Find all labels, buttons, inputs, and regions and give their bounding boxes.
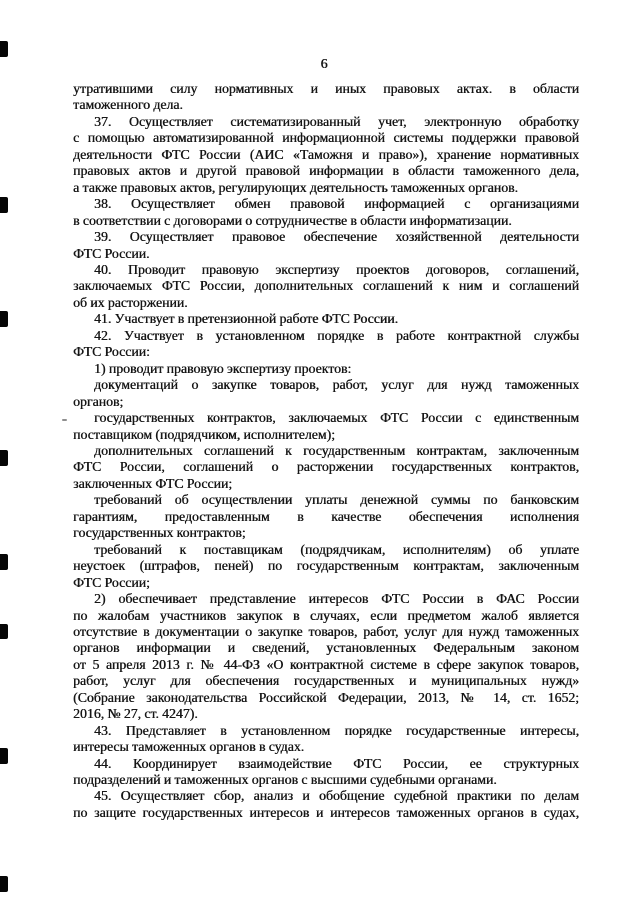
text-line: 38. Осуществляет обмен правовой информацией с организациями bbox=[94, 196, 579, 212]
text-line: требований к поставщикам (подрядчикам, исполнителям) об уплате bbox=[94, 541, 579, 557]
text-line: подразделений и таможенных органов с высшими судебными органами. bbox=[73, 772, 497, 788]
text-line: работ, услуг для обеспечения государственных и муниципальных нужд» bbox=[73, 673, 579, 689]
text-line: ФТС России, соглашений о расторжении государственных контрактов, bbox=[73, 459, 579, 475]
text-line: с помощью автоматизированной информационной системы поддержки правовой bbox=[73, 130, 579, 146]
text-line: 42. Участвует в установленном порядке в работе контрактной службы bbox=[94, 327, 579, 343]
text-line: по жалобам участников закупок в случаях, если предметом жалоб является bbox=[73, 607, 579, 623]
scan-edge-mark bbox=[0, 554, 8, 570]
text-line: 45. Осуществляет сбор, анализ и обобщение судебной практики по делам bbox=[94, 788, 579, 804]
text-line: документаций о закупке товаров, работ, услуг для нужд таможенных bbox=[94, 377, 579, 393]
text-line: 41. Участвует в претензионной работе ФТС России. bbox=[94, 311, 399, 327]
text-line: а также правовых актов, регулирующих деятельность таможенных органов. bbox=[73, 179, 518, 195]
scan-edge-mark bbox=[0, 624, 8, 639]
text-block bbox=[73, 81, 579, 821]
text-line: ФТС России; bbox=[73, 574, 150, 590]
text-line: ФТС России: bbox=[73, 344, 150, 360]
scan-edge-mark bbox=[0, 41, 8, 57]
text-line: 44. Координирует взаимодействие ФТС России, ее структурных bbox=[94, 755, 579, 771]
scan-edge-mark bbox=[0, 748, 8, 764]
text-line: поставщиком (подрядчиком, исполнителем); bbox=[73, 426, 335, 442]
text-line: интересы таможенных органов в судах. bbox=[73, 739, 305, 755]
text-line: 43. Представляет в установленном порядке государственные интересы, bbox=[94, 722, 579, 738]
text-line: 2016, № 27, ст. 4247). bbox=[73, 706, 198, 722]
text-line: отсутствие в документации о закупке товаров, работ, услуг для нужд таможенных bbox=[73, 623, 579, 639]
text-line: ФТС России. bbox=[73, 245, 150, 261]
text-line: 39. Осуществляет правовое обеспечение хозяйственной деятельности bbox=[94, 229, 579, 245]
text-line: деятельности ФТС России (АИС «Таможня и право»), хранение нормативных bbox=[73, 146, 579, 162]
text-line: 37. Осуществляет систематизированный учет, электронную обработку bbox=[94, 113, 579, 129]
text-line: неустоек (штрафов, пеней) по государственным контрактам, заключенным bbox=[73, 558, 579, 574]
scan-edge-mark bbox=[0, 197, 8, 213]
text-line: (Собрание законодательства Российской Федерации, 2013, № 14, ст. 1652; bbox=[73, 689, 579, 705]
scan-edge-mark bbox=[0, 876, 8, 892]
text-line: государственных контрактов; bbox=[73, 525, 246, 541]
text-line: заключаемых ФТС России, дополнительных соглашений к ним и соглашений bbox=[73, 278, 579, 294]
text-line: утратившими силу нормативных и иных правовых актах. в области bbox=[73, 81, 579, 96]
text-line: 2) обеспечивает представление интересов ФТС России в ФАС России bbox=[94, 591, 579, 607]
text-line: от 5 апреля 2013 г. № 44-ФЗ «О контрактной системе в сфере закупок товаров, bbox=[73, 656, 579, 672]
text-line: требований об осуществлении уплаты денежной суммы по банковским bbox=[94, 492, 579, 508]
text-line: по защите государственных интересов и интересов таможенных органов в судах, bbox=[73, 804, 579, 820]
text-line: в соответствии с договорами о сотрудничестве в области информатизации. bbox=[73, 212, 512, 228]
text-line: 1) проводит правовую экспертизу проектов: bbox=[94, 360, 352, 376]
text-line: 40. Проводит правовую экспертизу проектов договоров, соглашений, bbox=[94, 261, 579, 277]
text-line: об их расторжении. bbox=[73, 294, 188, 310]
text-line: правовых актов и другой правовой информации в области таможенного дела, bbox=[73, 163, 579, 179]
text-line: органов; bbox=[73, 393, 124, 409]
scan-edge-mark bbox=[0, 450, 8, 466]
text-line: государственных контрактов, заключаемых ФТС России с единственным bbox=[94, 410, 579, 426]
text-line: дополнительных соглашений к государственным контрактам, заключенным bbox=[94, 442, 579, 458]
text-line: таможенного дела. bbox=[73, 97, 183, 113]
text-line: гарантиям, предоставленным в качестве обеспечения исполнения bbox=[73, 508, 579, 524]
text-line: органов информации и сведений, установленных Федеральным законом bbox=[73, 640, 579, 656]
text-line: заключенных ФТС России; bbox=[73, 475, 233, 491]
scan-speck bbox=[62, 419, 67, 421]
page-number: 6 bbox=[320, 56, 328, 71]
scan-edge-mark bbox=[0, 311, 8, 327]
